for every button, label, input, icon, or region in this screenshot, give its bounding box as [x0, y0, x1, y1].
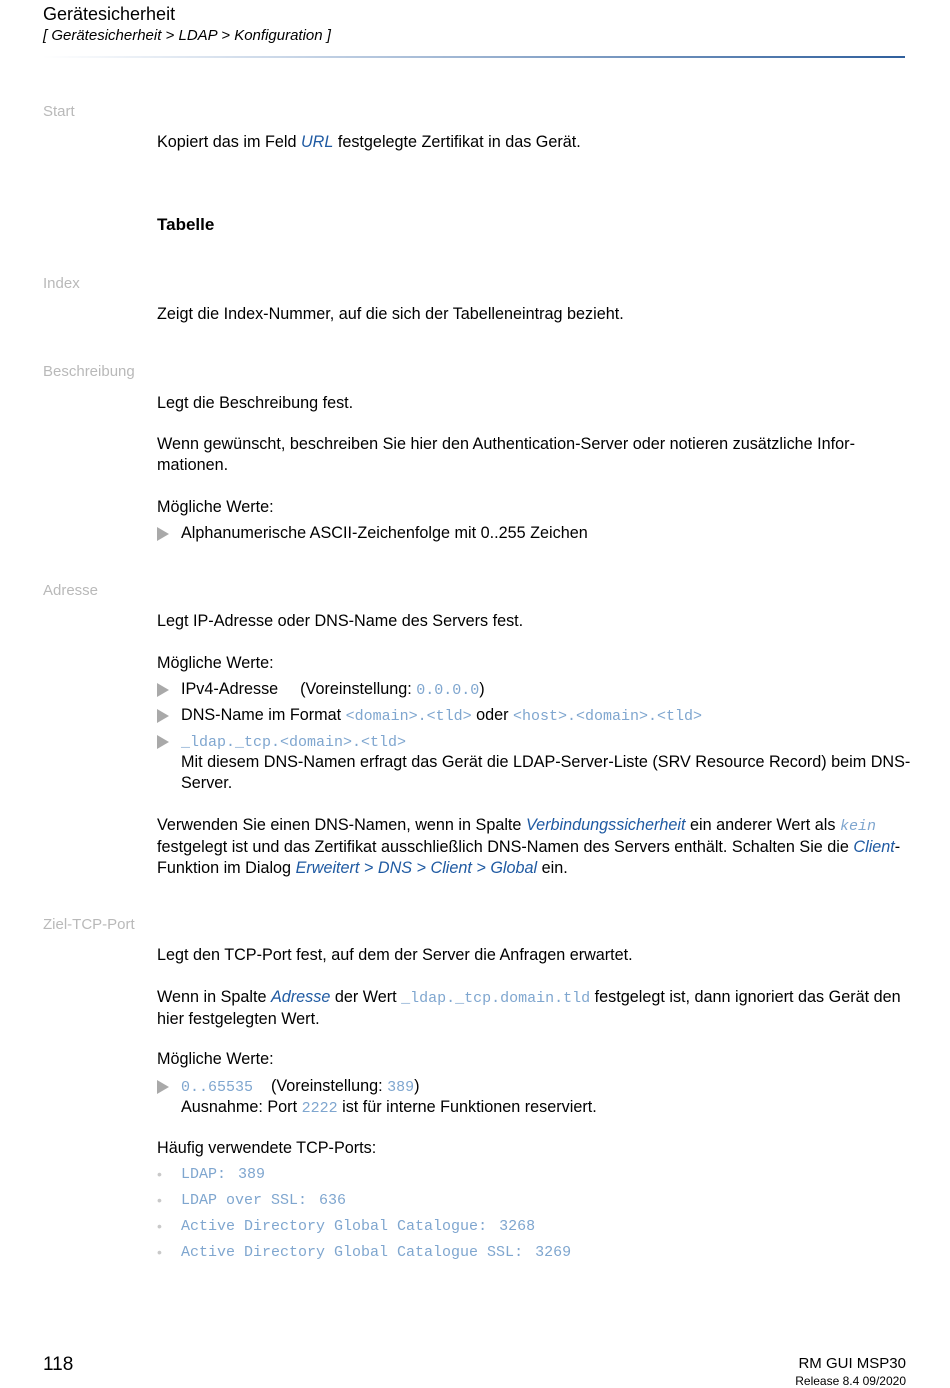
- bullet-triangle-icon: [157, 735, 169, 754]
- section-label-adresse: Adresse: [43, 582, 99, 599]
- bullet-triangle-icon: [157, 527, 169, 546]
- bullet-dot-icon: •: [157, 1218, 162, 1234]
- page-number: 118: [43, 1354, 74, 1375]
- common-port-item: Active Directory Global Catalogue SSL: 3269: [181, 1244, 572, 1261]
- section-label-index: Index: [43, 275, 80, 292]
- index-description: Zeigt die Index-Nummer, auf die sich der Tabelleneintrag bezieht.: [157, 305, 624, 323]
- dialog-path-reference: Erweitert > DNS > Client > Global: [295, 859, 538, 877]
- bullet-dot-icon: •: [157, 1192, 162, 1208]
- bullet-triangle-icon: [157, 709, 169, 728]
- port-p2: Wenn in Spalte Adresse der Wert _ldap._tcp.domain.tld festgelegt ist, dann ignoriert das Gerät den hier festgelegten Wert.: [157, 988, 901, 1028]
- bullet-dot-icon: •: [157, 1244, 162, 1260]
- beschreibung-p2: Wenn gewünscht, beschreiben Sie hier den Authentication-Server oder notieren zusätzliche Infor-mationen.: [157, 435, 855, 474]
- adresse-item-srv: _ldap._tcp.<domain>.<tld>: [181, 734, 407, 751]
- common-ports-label: Häufig verwendete TCP-Ports:: [157, 1139, 377, 1157]
- section-label-beschreibung: Beschreibung: [43, 363, 135, 380]
- header-divider: [43, 56, 905, 58]
- footer-product: RM GUI MSP30: [798, 1355, 906, 1372]
- common-port-item: Active Directory Global Catalogue: 3268: [181, 1218, 536, 1235]
- adresse-values-label: Mögliche Werte:: [157, 654, 274, 672]
- adresse-item-srv-desc: Mit diesem DNS-Namen erfragt das Gerät die LDAP-Server-Liste (SRV Resource Record) beim DNS-Server.: [181, 753, 911, 792]
- common-port-item: LDAP: 389: [181, 1166, 266, 1183]
- footer-release: Release 8.4 09/2020: [795, 1374, 906, 1388]
- bullet-triangle-icon: [157, 683, 169, 702]
- table-heading: Tabelle: [157, 215, 215, 234]
- start-description: Kopiert das im Feld URL festgelegte Zertifikat in das Gerät.: [157, 133, 581, 151]
- column-reference-link: Verbindungssicherheit: [525, 816, 686, 834]
- port-range-item: 0..65535 (Voreinstellung: 389): [181, 1077, 420, 1096]
- section-label-start: Start: [43, 103, 75, 120]
- adresse-item-ipv4: IPv4-Adresse (Voreinstellung: 0.0.0.0): [181, 680, 485, 699]
- bullet-triangle-icon: [157, 1080, 169, 1099]
- url-field-reference: URL: [300, 133, 334, 151]
- adresse-note: Verwenden Sie einen DNS-Namen, wenn in Spalte Verbindungssicherheit ein anderer Wert als kein festgelegt ist und das Zertifikat ausschließlich DNS-Namen des Servers enthält. Schalten Sie die Client-Funktion im Dialog Erweitert > DNS > Client > Global ein.: [157, 816, 901, 877]
- page-header-title: Gerätesicherheit: [43, 4, 176, 24]
- adresse-item-dns: DNS-Name im Format <domain>.<tld> oder <host>.<domain>.<tld>: [181, 706, 703, 725]
- common-port-item: LDAP over SSL: 636: [181, 1192, 347, 1209]
- breadcrumb: [ Gerätesicherheit > LDAP > Konfiguration ]: [43, 27, 331, 44]
- section-label-port: Ziel-TCP-Port: [43, 916, 135, 933]
- bullet-dot-icon: •: [157, 1166, 162, 1182]
- beschreibung-p1: Legt die Beschreibung fest.: [157, 394, 354, 412]
- adresse-p1: Legt IP-Adresse oder DNS-Name des Servers fest.: [157, 612, 524, 630]
- port-values-label: Mögliche Werte:: [157, 1050, 274, 1068]
- port-p1: Legt den TCP-Port fest, auf dem der Server die Anfragen erwartet.: [157, 946, 633, 964]
- beschreibung-value-item: Alphanumerische ASCII-Zeichenfolge mit 0..255 Zeichen: [181, 524, 588, 542]
- beschreibung-values-label: Mögliche Werte:: [157, 498, 274, 516]
- port-exception: Ausnahme: Port 2222 ist für interne Funktionen reserviert.: [181, 1098, 597, 1117]
